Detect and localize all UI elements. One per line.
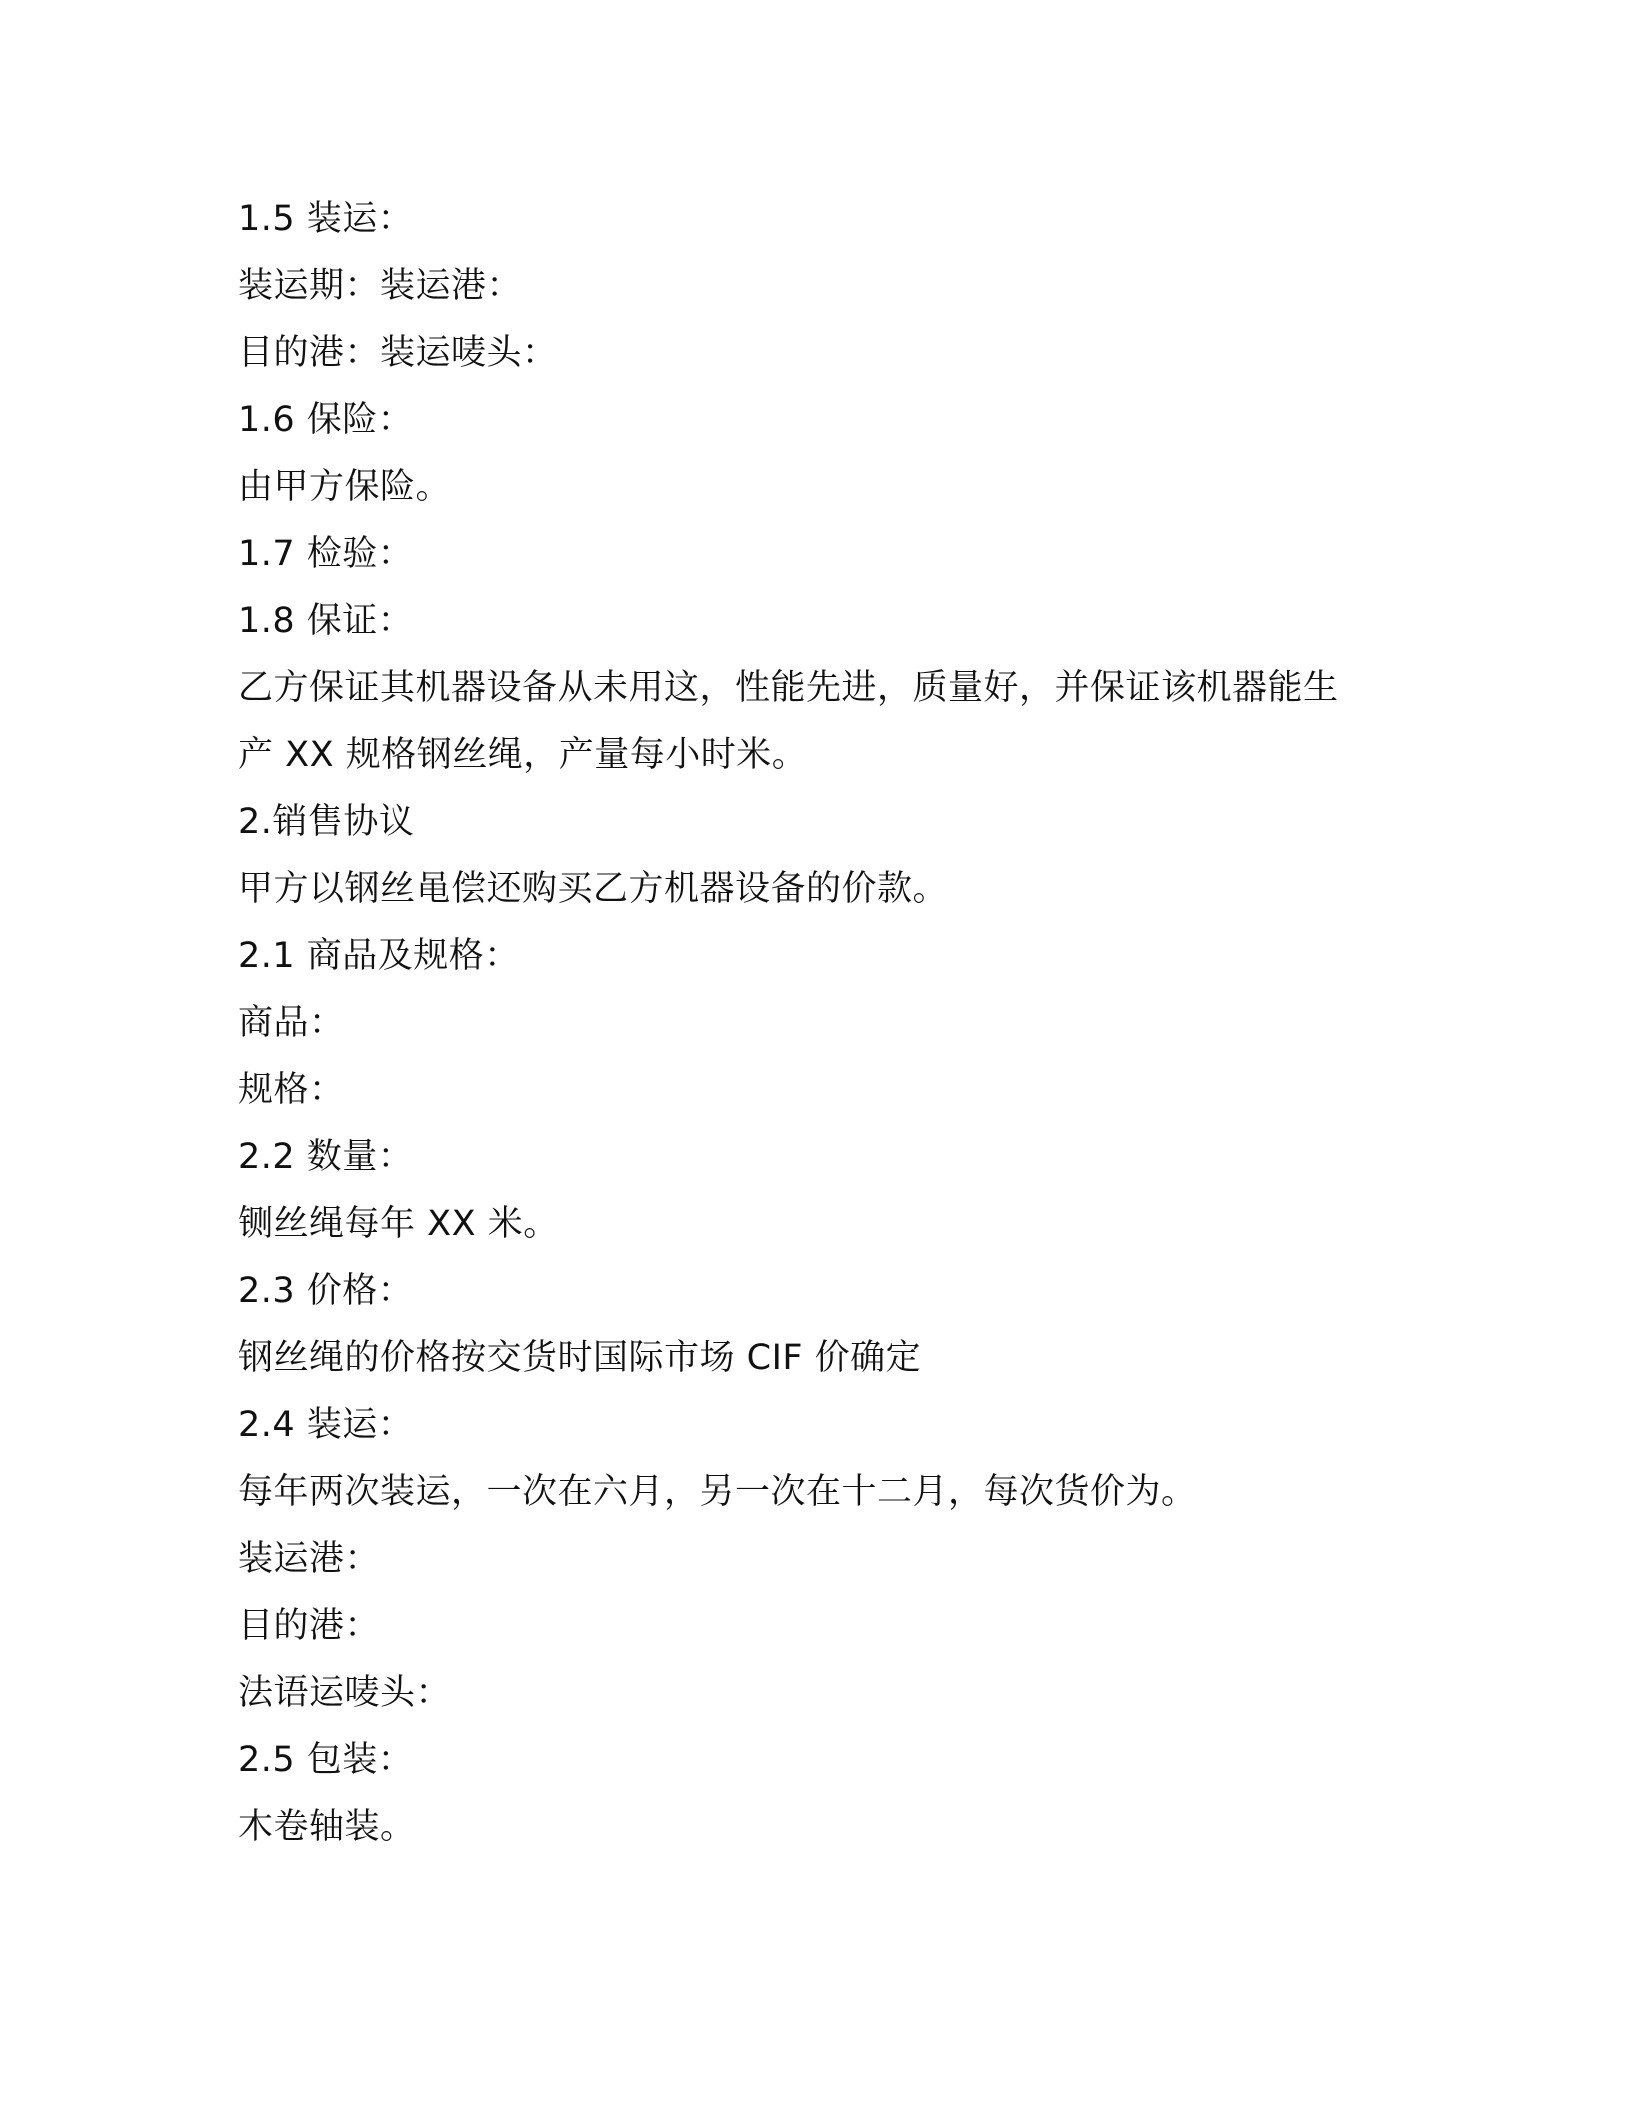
- shipment-schedule-text: 每年两次装运，一次在六月，另一次在十二月，每次货价为。: [238, 1472, 1197, 1512]
- shipping-marks-line: 法语运唛头：: [238, 1673, 452, 1713]
- section-heading-1-8: 1.8 保证：: [238, 601, 414, 641]
- guarantee-text-line-1: 乙方保证其机器设备从未用这，性能先进，质量好，并保证该机器能生: [238, 668, 1339, 708]
- section-heading-2-4: 2.4 装运：: [238, 1405, 414, 1445]
- sales-agreement-text: 甲方以钢丝黾偿还购买乙方机器设备的价款。: [238, 869, 949, 909]
- specification-line: 规格：: [238, 1070, 345, 1110]
- insurance-text: 由甲方保险。: [238, 467, 452, 507]
- section-heading-2-5: 2.5 包装：: [238, 1740, 414, 1780]
- section-heading-1-6: 1.6 保险：: [238, 400, 414, 440]
- guarantee-text-line-2: 产 XX 规格钢丝绳，产量每小时米。: [238, 735, 808, 775]
- section-heading-2-2: 2.2 数量：: [238, 1137, 414, 1177]
- commodity-line: 商品：: [238, 1003, 345, 1043]
- loading-port-line: 装运港：: [238, 1539, 381, 1579]
- shipment-period-port-line: 装运期：装运港：: [238, 266, 523, 306]
- destination-marks-line: 目的港：装运唛头：: [238, 333, 558, 373]
- section-heading-1-7: 1.7 检验：: [238, 534, 414, 574]
- section-heading-1-5: 1.5 装运：: [238, 199, 414, 239]
- packing-text: 木卷轴装。: [238, 1807, 416, 1847]
- price-text: 钢丝绳的价格按交货时国际市场 CIF 价确定: [238, 1338, 922, 1378]
- document-body: [238, 186, 1418, 1861]
- section-heading-2-1: 2.1 商品及规格：: [238, 936, 520, 976]
- quantity-text: 铡丝绳每年 XX 米。: [238, 1204, 559, 1244]
- section-heading-2-3: 2.3 价格：: [238, 1271, 414, 1311]
- section-heading-2: 2.销售协议: [238, 802, 415, 842]
- destination-port-line: 目的港：: [238, 1606, 381, 1646]
